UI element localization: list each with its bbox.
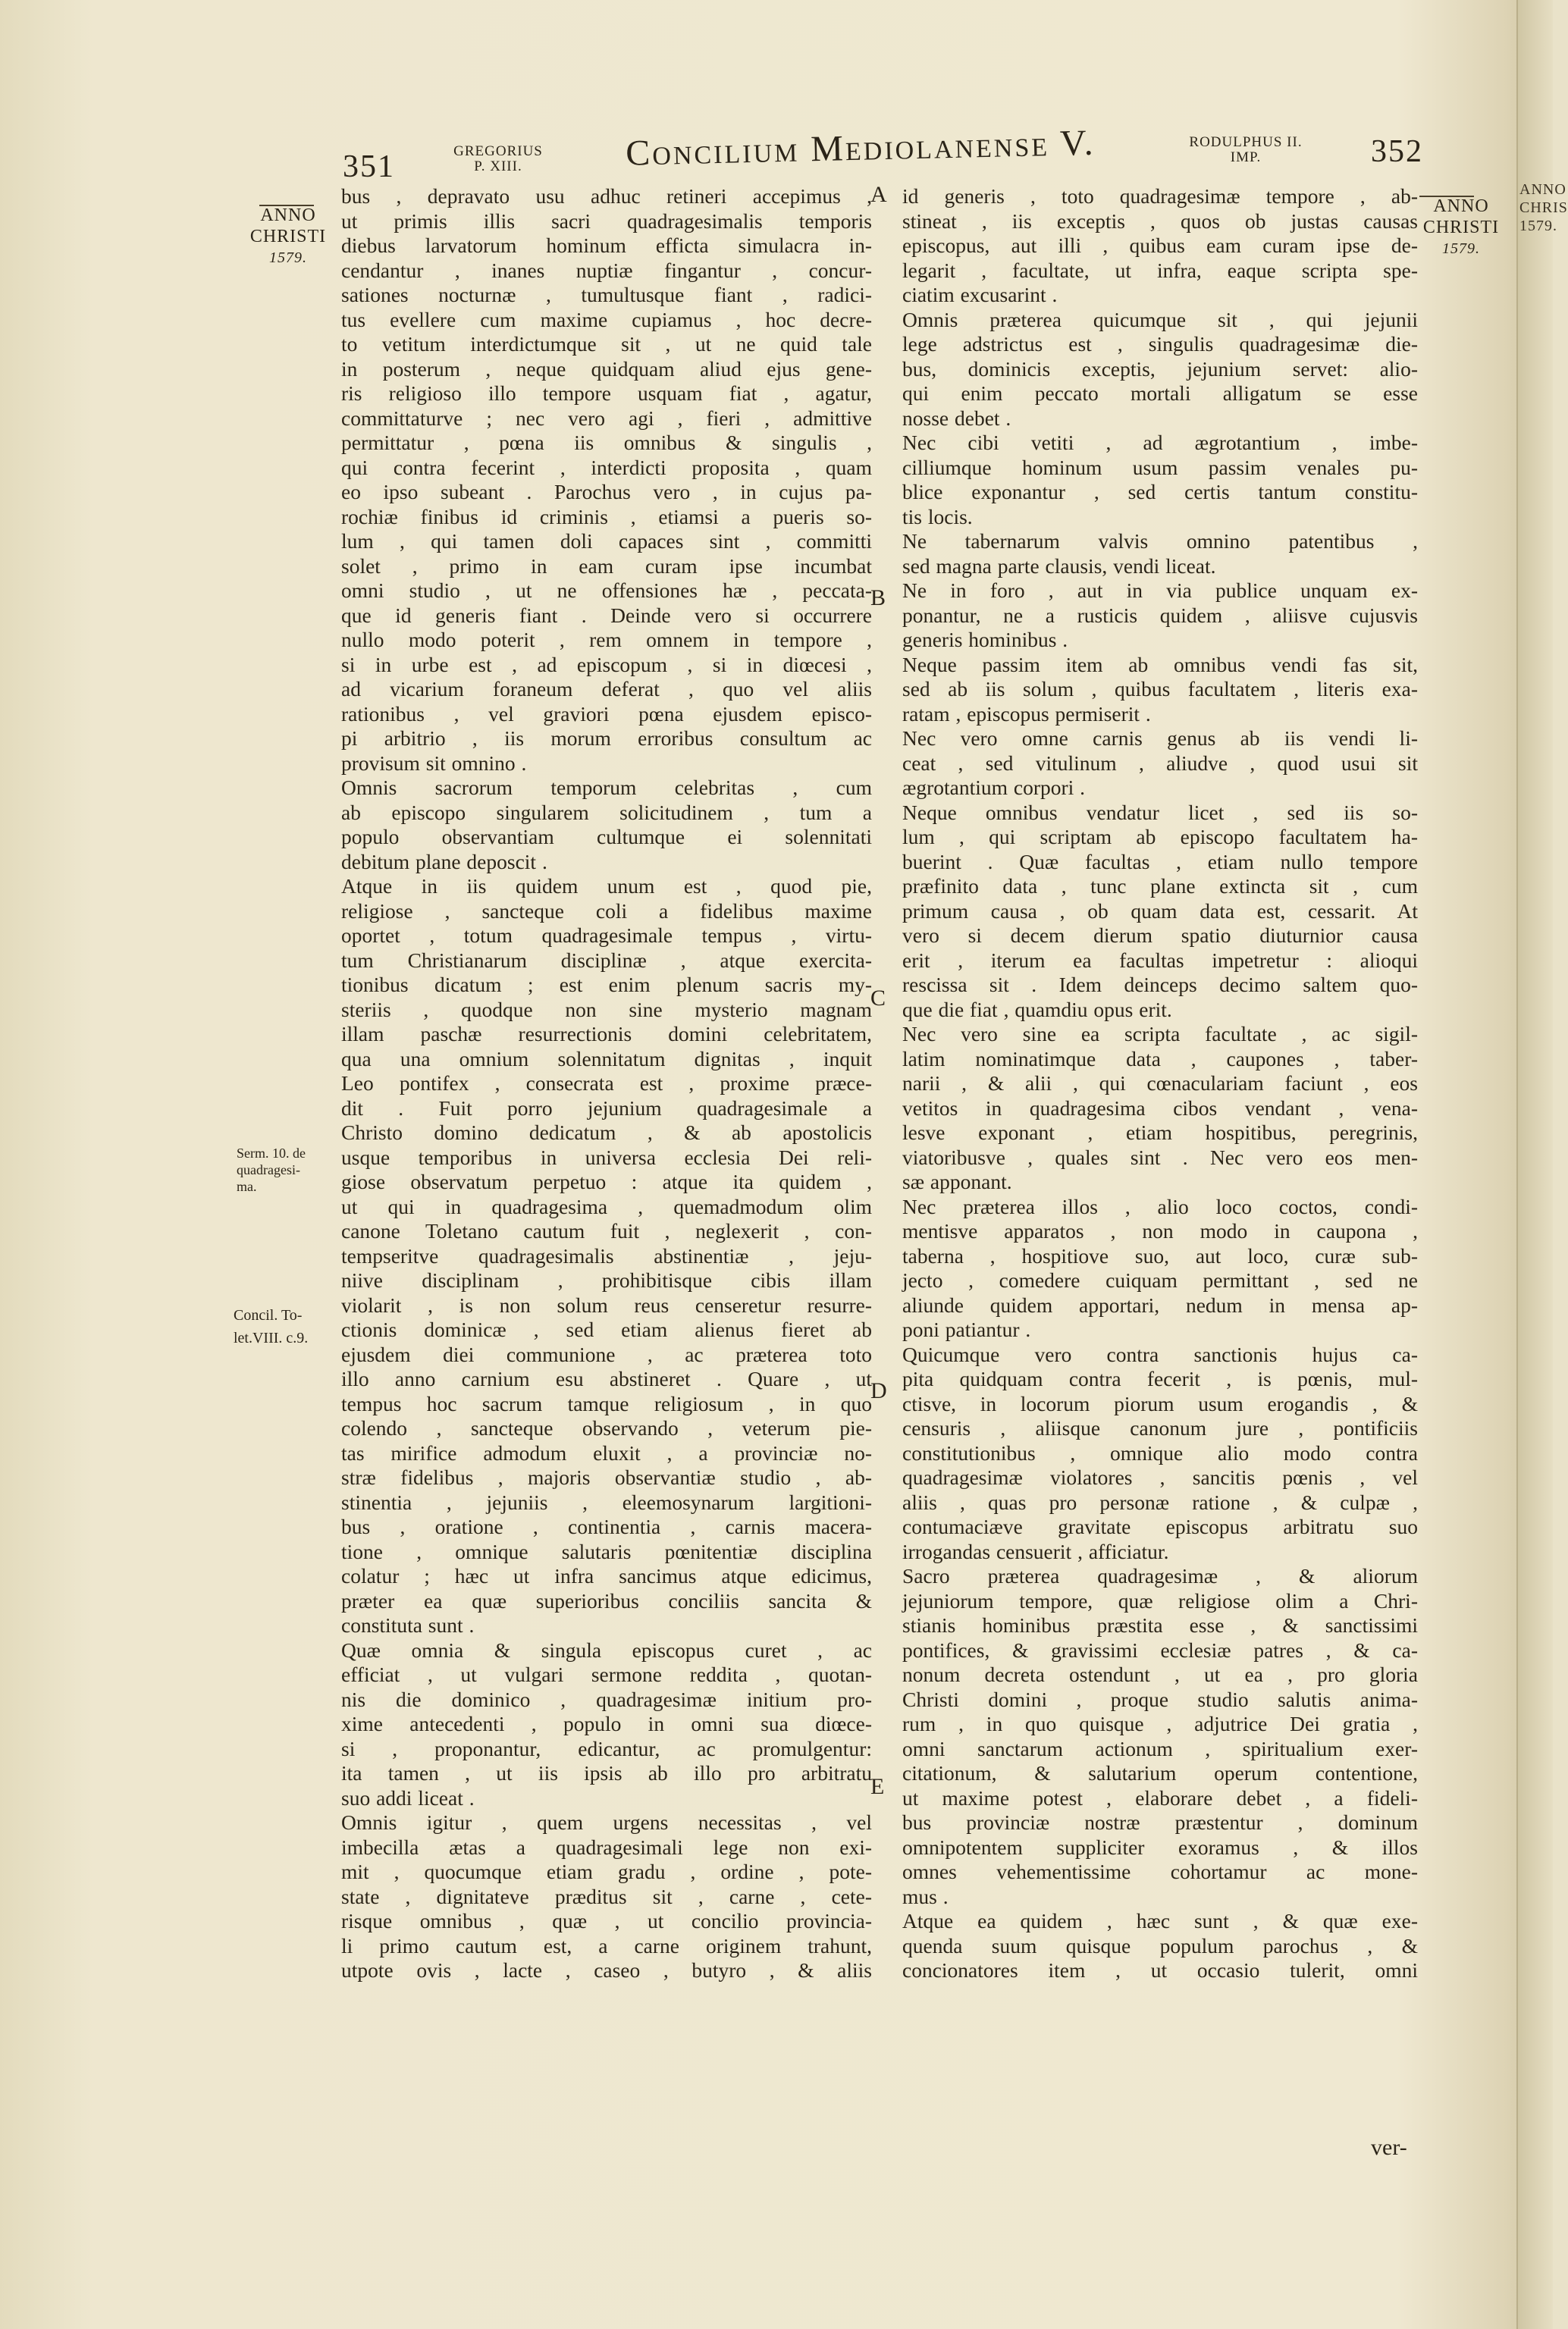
text-line: lesve exponant , etiam hospitibus, peregrinis, — [902, 1121, 1418, 1144]
text-line: in posterum , neque quidquam aliud ejus gene- — [341, 356, 872, 381]
text-line: solet , primo in eam curam ipse incumbat — [341, 553, 872, 578]
margin-note-line: ma. — [237, 1179, 257, 1194]
text-line: jejuniorum tempore, quæ religiose olim a Chri- — [902, 1588, 1418, 1613]
text-line: Sacro præterea quadragesimæ , & aliorum — [902, 1564, 1418, 1588]
margin-note-council — [234, 1304, 340, 1349]
text-line: ut qui in quadragesima , quemadmodum olim — [341, 1194, 872, 1218]
text-line: constitutionibus , omnique alio modo contra — [902, 1440, 1418, 1465]
text-line: contumaciæve gravitate episcopus arbitratu suo — [902, 1515, 1418, 1538]
text-line: Nec vero omne carnis genus ab iis vendi li- — [902, 726, 1418, 750]
text-line: ris religioso illo tempore usquam fiat , agatur, — [341, 381, 872, 405]
text-line: giose observatum perpetuo : atque ita quidem , — [341, 1170, 872, 1193]
text-line: buerint . Quæ facultas , etiam nullo tempore — [902, 849, 1418, 873]
text-line: ponantur, ne a rusticis quidem , aliisve cujusvis — [902, 603, 1418, 627]
text-line: qui contra fecerint , interdicti proposita , quam — [341, 455, 872, 479]
running-head-pope-line: P. XIII. — [474, 158, 522, 174]
section-marker-b: B — [870, 585, 886, 610]
text-line: præter ea quæ superioribus conciliis sancita & — [341, 1588, 872, 1613]
text-line: præfinito data , tunc plane extincta sit , cum — [902, 874, 1418, 898]
text-line: Leo pontifex , consecrata est , proxime præce- — [341, 1071, 872, 1095]
text-line: ratam , episcopus permiserit . — [902, 701, 1151, 726]
text-line: ab episcopo singularem solicitudinem , tum a — [341, 800, 872, 824]
text-line: mit , quocumque etiam gradu , ordine , pote- — [341, 1860, 872, 1883]
section-marker-a: A — [870, 182, 887, 207]
text-line: tas mirifice admodum eluxit , a provinciæ no- — [341, 1440, 872, 1465]
text-line: vetitos in quadragesima cibos vendant , vena- — [902, 1096, 1418, 1120]
margin-year-line: CHRISTI — [249, 227, 327, 246]
text-line: blice exponantur , sed certis tantum constitu- — [902, 480, 1418, 503]
text-line: episcopus, aut illi , quibus eam curam ipse de- — [902, 234, 1418, 257]
text-line: pi arbitrio , iis morum erroribus consultum ac — [341, 726, 872, 750]
text-line: concionatores item , ut occasio tulerit, omni — [902, 1958, 1418, 1982]
text-line: sed ab iis solum , quibus facultatem , literis exa- — [902, 677, 1418, 701]
margin-note-sermon — [237, 1145, 343, 1195]
text-line: tis locis. — [902, 504, 973, 528]
text-line: stineat , iis exceptis , quos ob justas causas — [902, 208, 1418, 233]
text-line: colatur ; hæc ut infra sancimus atque edicimus, — [341, 1564, 872, 1588]
text-line: irrogandas censuerit , afficiatur. — [902, 1539, 1169, 1563]
text-line: mentisve apparatos , non modo in caupona , — [902, 1219, 1418, 1243]
text-line: ciatim excusarint . — [902, 283, 1058, 306]
text-line: tempus hoc sacrum tamque religiosum , in quo — [341, 1391, 872, 1415]
text-line: aliunde quidem apportari, nedum in mensa ap- — [902, 1293, 1418, 1317]
text-line: cendantur , inanes nuptiæ fingantur , concur- — [341, 258, 872, 282]
text-line: legarit , facultate, ut infra, eaque scripta spe- — [902, 258, 1418, 282]
margin-year-right — [1419, 196, 1503, 259]
text-line: cilliumque hominum usum passim venales pu- — [902, 455, 1418, 479]
text-line: Omnis igitur , quem urgens necessitas , vel — [341, 1810, 872, 1834]
running-head-emperor — [1159, 135, 1333, 165]
text-line: Nec præterea illos , alio loco coctos, condi- — [902, 1194, 1418, 1218]
text-line: stianis hominibus præstita esse , & sanctissimi — [902, 1613, 1418, 1637]
text-line: latim nominatimque data , caupones , taber- — [902, 1046, 1418, 1070]
text-line: taberna , hospitiove suo, aut loco, curæ sub- — [902, 1243, 1418, 1268]
text-line: si , proponantur, edicantur, ac promulgentur: — [341, 1736, 872, 1760]
text-line: bus , depravato usu adhuc retineri accepimus , — [341, 184, 872, 208]
text-line: pita quidquam contra fecerit , is pœnis, mul- — [902, 1367, 1418, 1390]
margin-year-line: ANNO — [1433, 196, 1489, 216]
text-line: state , dignitateve præditus sit , carne , cete- — [341, 1884, 872, 1908]
text-line: lum , qui scriptam ab episcopo facultatem ha- — [902, 825, 1418, 848]
margin-year-left — [246, 205, 330, 268]
text-line: ut maxime potest , elaborare debet , a fideli- — [902, 1785, 1418, 1810]
text-line: ctionis dominicæ , sed etiam alienus fieret ab — [341, 1318, 872, 1341]
text-line: li primo cautum est, a carne originem trahunt, — [341, 1933, 872, 1958]
text-line: tionibus dicatum ; est enim plenum sacris my- — [341, 973, 872, 996]
text-line: omnes vehementissime cohortamur ac mone- — [902, 1860, 1418, 1883]
text-line: oportet , totum quadragesimale tempus , virtu- — [341, 923, 872, 947]
text-line: nonum decreta ostendunt , ut ea , pro gloria — [902, 1663, 1418, 1686]
text-line: debitum plane deposcit . — [341, 849, 547, 873]
text-line: rum , in quo quisque , adjutrice Dei gratia , — [902, 1712, 1418, 1735]
text-line: viatoribusve , quales sint . Nec vero eos men- — [902, 1145, 1418, 1169]
text-line: Omnis sacrorum temporum celebritas , cum — [341, 776, 872, 799]
text-line: rochiæ finibus id criminis , etiamsi a pueris so- — [341, 504, 872, 528]
text-line: colendo , sancteque observando , veterum pie- — [341, 1416, 872, 1440]
text-line: poni patiantur . — [902, 1318, 1031, 1341]
text-line: efficiat , ut vulgari sermone reddita , quotan- — [341, 1663, 872, 1686]
section-marker-d: D — [870, 1378, 887, 1403]
text-line: nullo modo poterit , rem omnem in tempore , — [341, 628, 872, 651]
adjacent-page-edge — [1516, 0, 1568, 2329]
text-line: aliis , quas pro personæ ratione , & culpæ , — [902, 1490, 1418, 1514]
margin-note-line: Concil. To- — [234, 1307, 303, 1324]
text-line: utpote ovis , lacte , caseo , butyro , & aliis — [341, 1958, 872, 1982]
text-line: Neque omnibus vendatur licet , sed iis so- — [902, 800, 1418, 824]
text-line: que id generis fiant . Deinde vero si occurrere — [341, 603, 872, 627]
text-line: Christo domino dedicatum , & ab apostolicis — [341, 1121, 872, 1144]
text-line: lum , qui tamen doli capaces sint , committi — [341, 529, 872, 553]
text-line: provisum sit omnino . — [341, 751, 527, 775]
text-line: stinentia , jejuniis , eleemosynarum largitioni- — [341, 1490, 872, 1514]
text-line: permittatur , pœna iis omnibus & singulis , — [341, 431, 872, 454]
text-line: qua una omnium solennitatum dignitas , inquit — [341, 1046, 872, 1070]
text-line: imbecilla ætas a quadragesimali lege non exi- — [341, 1835, 872, 1859]
adjacent-page-year-line: ANNO — [1519, 181, 1566, 198]
margin-year-line: 1579. — [1442, 240, 1480, 257]
page-number-right: 352 — [1371, 134, 1423, 169]
text-line: qui enim peccato mortali alligatum se esse — [902, 381, 1418, 405]
text-line: dit . Fuit porro jejunium quadragesimale a — [341, 1096, 872, 1120]
text-line: constituta sunt . — [341, 1613, 475, 1637]
text-line: suo addi liceat . — [341, 1785, 475, 1810]
text-line: Christi domini , proque studio salutis anima- — [902, 1687, 1418, 1711]
text-line: bus , oratione , continentia , carnis macera- — [341, 1515, 872, 1538]
text-line: tum Christianarum disciplinæ , atque exercita- — [341, 948, 872, 972]
text-line: si in urbe est , ad episcopum , si in diœcesi , — [341, 652, 872, 676]
text-line: generis hominibus . — [902, 628, 1068, 651]
text-line: illam paschæ resurrectionis domini celebritatem, — [341, 1022, 872, 1045]
text-line: quenda suum quisque populum parochus , & — [902, 1933, 1418, 1958]
adjacent-page-year-line: CHRIS — [1519, 199, 1568, 216]
text-line: ita tamen , ut iis ipsis ab illo pro arbitratu — [341, 1761, 872, 1785]
text-line: que die fiat , quamdiu opus erit. — [902, 997, 1172, 1021]
text-line: committaturve ; nec vero agi , fieri , admittive — [341, 406, 872, 430]
text-line: diebus larvatorum hominum efficta simulacra in- — [341, 234, 872, 257]
margin-year-line: ANNO — [260, 205, 316, 225]
text-line: bus provinciæ nostræ præstentur , dominum — [902, 1810, 1418, 1834]
text-line: ejusdem diei communione , ac præterea toto — [341, 1342, 872, 1366]
text-line: tus evellere cum maxime cupiamus , hoc decre- — [341, 307, 872, 331]
text-line: xime antecedenti , populo in omni sua diœce- — [341, 1712, 872, 1735]
text-column-right — [902, 184, 1418, 1983]
text-line: violarit , is non solum reus censeretur resurre- — [341, 1293, 872, 1317]
text-line: ægrotantium corpori . — [902, 776, 1086, 799]
text-line: jecto , comedere cuiquam permittant , sed ne — [902, 1268, 1418, 1292]
text-line: illo anno carnium esu abstineret . Quare , ut — [341, 1367, 872, 1390]
text-line: Atque in iis quidem unum est , quod pie, — [341, 874, 872, 898]
text-line: primum causa , ob quam data est, cessarit. At — [902, 898, 1418, 923]
text-line: Ne in foro , aut in via publice unquam ex- — [902, 578, 1418, 602]
text-line: rationibus , vel graviori pœna ejusdem episco- — [341, 701, 872, 726]
text-line: Neque passim item ab omnibus vendi fas sit, — [902, 652, 1418, 676]
margin-note-line: quadragesi- — [237, 1162, 300, 1177]
margin-note-line: let.VIII. c.9. — [234, 1330, 309, 1346]
running-head-emperor-line: IMP. — [1230, 149, 1262, 165]
text-line: pontifices, & gravissimi ecclesiæ patres , & ca- — [902, 1638, 1418, 1662]
running-head-emperor-line: RODULPHUS II. — [1189, 134, 1303, 150]
margin-note-line: Serm. 10. de — [237, 1146, 306, 1161]
adjacent-page-year — [1519, 180, 1568, 235]
text-line: ad vicarium foraneum deferat , quo vel aliis — [341, 677, 872, 701]
margin-year-line: 1579. — [269, 249, 307, 266]
text-line: niive disciplinam , prohibitisque cibis illam — [341, 1268, 872, 1292]
catchword: ver- — [1371, 2135, 1407, 2160]
text-line: tione , omnique salutaris pœnitentiæ disciplina — [341, 1539, 872, 1563]
text-line: lege adstrictus est , singulis quadragesimæ die- — [902, 332, 1418, 356]
text-line: sæ apponant. — [902, 1170, 1012, 1193]
text-line: Quæ omnia & singula episcopus curet , ac — [341, 1638, 872, 1662]
text-line: to vetitum interdictumque sit , ut ne quid tale — [341, 332, 872, 356]
adjacent-page-year-line: 1579. — [1519, 218, 1557, 234]
text-line: eo ipso subeant . Parochus vero , in cujus pa- — [341, 480, 872, 503]
text-line: religiose , sancteque coli a fidelibus maxime — [341, 898, 872, 923]
running-head-pope — [441, 144, 555, 174]
text-line: nis die dominico , quadragesimæ initium pro- — [341, 1687, 872, 1711]
text-line: steriis , quodque non sine mysterio magnam — [341, 997, 872, 1021]
running-head-pope-line: GREGORIUS — [453, 143, 543, 159]
text-line: censuris , aliisque canonum jure , pontificiis — [902, 1416, 1418, 1440]
text-line: rescissa sit . Idem deinceps decimo saltem quo- — [902, 973, 1418, 996]
text-line: omni sanctarum actionum , spiritualium exer- — [902, 1736, 1418, 1760]
text-line: citationum, & salutarium operum contentione, — [902, 1761, 1418, 1785]
text-line: populo observantiam cultumque ei solennitati — [341, 825, 872, 848]
text-line: ceat , sed vitulinum , aliudve , quod usui sit — [902, 751, 1418, 775]
text-line: Nec vero sine ea scripta facultate , ac sigil- — [902, 1022, 1418, 1045]
text-line: ctisve, in locorum piorum usum erogandis , & — [902, 1391, 1418, 1415]
text-line: risque omnibus , quæ , ut concilio provincia- — [341, 1909, 872, 1932]
page-number-left: 351 — [343, 149, 395, 184]
text-line: sationes nocturnæ , tumultusque fiant , radici- — [341, 283, 872, 306]
margin-year-line: CHRISTI — [1422, 218, 1500, 237]
text-line: usque temporibus in universa ecclesia Dei reli- — [341, 1145, 872, 1169]
text-line: bus, dominicis exceptis, jejunium servet: alio- — [902, 356, 1418, 381]
text-line: ut primis illis sacri quadragesimalis temporis — [341, 208, 872, 233]
text-line: sed magna parte clausis, vendi liceat. — [902, 553, 1216, 578]
text-line: omnipotentem suppliciter exoramus , & illos — [902, 1835, 1418, 1859]
text-line: Nec cibi vetiti , ad ægrotantium , imbe- — [902, 431, 1418, 454]
text-line: mus . — [902, 1884, 949, 1908]
text-line: narii , & alii , qui cœnaculariam faciunt , eos — [902, 1071, 1418, 1095]
text-line: vero si decem dierum spatio diuturnior causa — [902, 923, 1418, 947]
text-column-left — [341, 184, 872, 1983]
text-line: id generis , toto quadragesimæ tempore , ab- — [902, 184, 1418, 208]
text-line: omni studio , ut ne offensiones hæ , peccata- — [341, 578, 872, 602]
text-line: nosse debet . — [902, 406, 1011, 430]
page-title: Concilium Mediolanense V. — [625, 122, 1096, 174]
text-line: canone Toletano cautum fuit , neglexerit , con- — [341, 1219, 872, 1243]
section-marker-e: E — [870, 1774, 885, 1799]
text-line: Quicumque vero contra sanctionis hujus ca- — [902, 1342, 1418, 1366]
text-line: stræ fidelibus , majoris observantiæ studio , ab- — [341, 1465, 872, 1489]
text-line: Ne tabernarum valvis omnino patentibus , — [902, 529, 1418, 553]
text-line: tempseritve quadragesimalis abstinentiæ , jeju- — [341, 1243, 872, 1268]
text-line: erit , iterum ea facultas impetretur : alioqui — [902, 948, 1418, 972]
text-line: quadragesimæ violatores , sancitis pœnis , vel — [902, 1465, 1418, 1489]
text-line: Omnis præterea quicumque sit , qui jejunii — [902, 307, 1418, 331]
text-line: Atque ea quidem , hæc sunt , & quæ exe- — [902, 1909, 1418, 1932]
section-marker-c: C — [870, 986, 886, 1011]
